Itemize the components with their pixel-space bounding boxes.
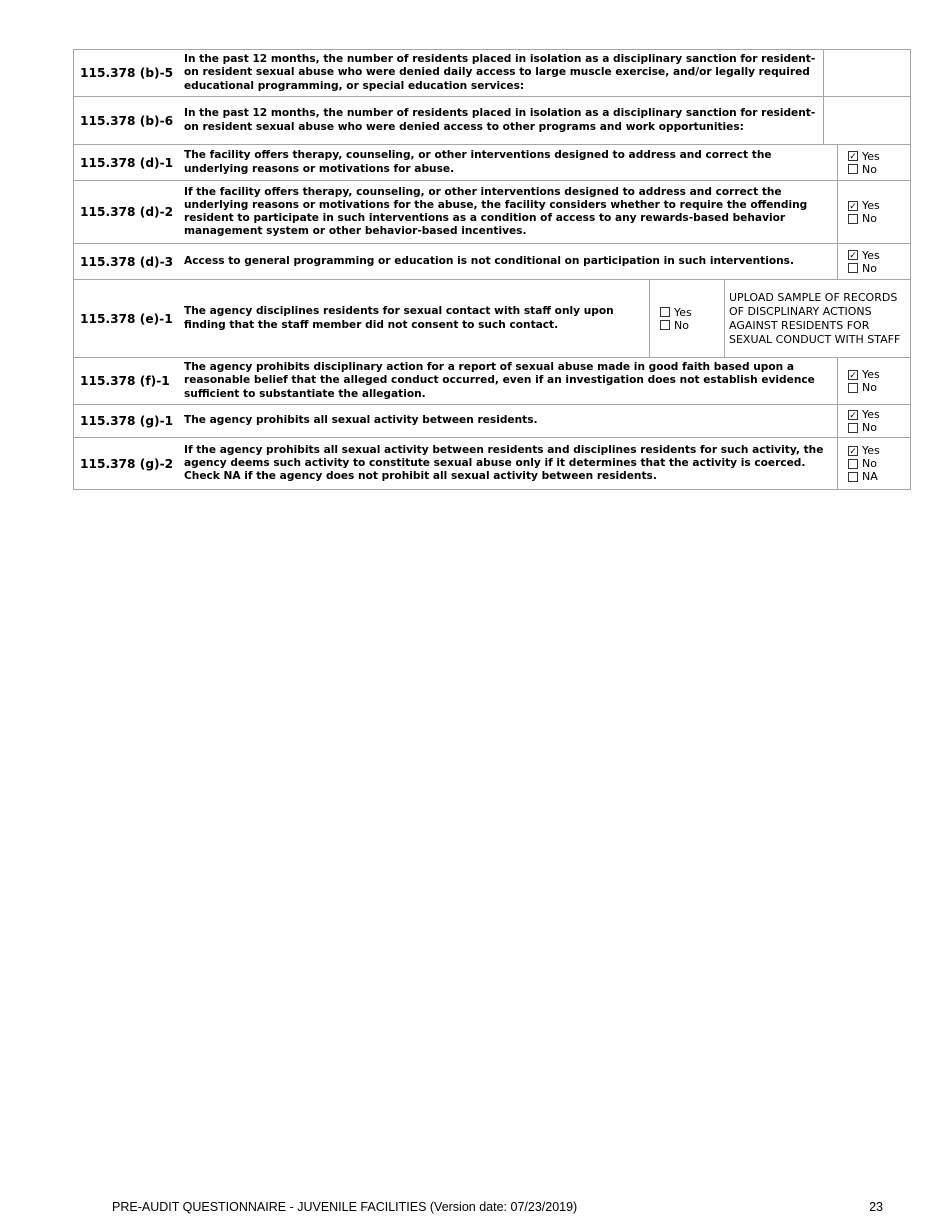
- upload-instruction: UPLOAD SAMPLE OF RECORDS OF DISCPLINARY ACTIONS AGAINST RESIDENTS FOR SEXUAL CONDUCT WITH STAFF: [724, 280, 910, 357]
- question-code: 115.378 (d)-1: [80, 155, 174, 170]
- question-code: 115.378 (e)-1: [80, 311, 173, 326]
- option-label: Yes: [862, 199, 880, 212]
- checkbox-icon[interactable]: [848, 423, 858, 433]
- option-label: Yes: [862, 248, 880, 262]
- option-label: No: [862, 381, 877, 394]
- answer-options: [838, 405, 910, 437]
- table-row: [73, 97, 911, 145]
- question-text: In the past 12 months, the number of residents placed in isolation as a disciplinary sanction for resident-on resident sexual abuse who were denied daily access to large muscle exercise, and/or legally required educational programming, or special education services:: [178, 50, 824, 96]
- checkbox-icon[interactable]: ✓: [849, 410, 857, 421]
- answer-options: [838, 438, 910, 489]
- checkbox-icon[interactable]: [660, 307, 670, 317]
- option-label: Yes: [674, 305, 692, 319]
- question-text: In the past 12 months, the number of residents placed in isolation as a disciplinary sanction for resident-on resident sexual abuse who were denied access to other programs and work opportunities:: [178, 97, 824, 144]
- checkbox-icon[interactable]: ✓: [849, 152, 857, 162]
- option-label: No: [674, 318, 689, 332]
- table-row: [73, 438, 911, 490]
- option-no[interactable]: [660, 319, 724, 332]
- checkbox-icon[interactable]: [848, 214, 858, 224]
- question-code: 115.378 (d)-2: [80, 205, 174, 219]
- option-na[interactable]: [848, 470, 910, 483]
- question-code: 115.378 (d)-3: [80, 254, 174, 269]
- option-yes[interactable]: [848, 199, 910, 212]
- option-label: No: [862, 421, 877, 434]
- questionnaire-table: [73, 49, 911, 490]
- question-code: 115.378 (g)-2: [80, 456, 174, 471]
- question-text: If the agency prohibits all sexual activity between residents and disciplines residents for such activity, the agency deems such activity to constitute sexual abuse only if it determines that the activity is coerced. Check NA if the agency does not prohibit all sexual activity between residents.: [178, 438, 838, 489]
- option-no[interactable]: [848, 421, 910, 434]
- question-code: 115.378 (b)-6: [80, 113, 174, 128]
- option-label: No: [862, 261, 877, 275]
- option-yes[interactable]: [848, 408, 910, 421]
- option-label: No: [862, 162, 877, 176]
- answer-options: [838, 181, 910, 243]
- question-code: 115.378 (f)-1: [80, 374, 170, 388]
- question-text: The facility offers therapy, counseling, or other interventions designed to address and correct the underlying reasons or motivations for abuse.: [178, 145, 838, 180]
- option-yes[interactable]: [848, 444, 910, 457]
- option-yes[interactable]: [848, 249, 910, 262]
- table-row: [73, 405, 911, 438]
- option-yes[interactable]: [848, 150, 910, 163]
- option-label: NA: [862, 470, 878, 483]
- option-no[interactable]: [848, 457, 910, 470]
- answer-options: [838, 244, 910, 279]
- page-number: 23: [869, 1200, 883, 1214]
- answer-options: [650, 280, 724, 357]
- answer-options: [838, 358, 910, 404]
- checkbox-icon[interactable]: [848, 472, 858, 482]
- option-label: Yes: [862, 444, 880, 457]
- table-row: [73, 358, 911, 405]
- option-label: Yes: [862, 368, 880, 381]
- checkbox-icon[interactable]: [848, 263, 858, 273]
- option-label: No: [862, 212, 877, 225]
- question-text: The agency prohibits all sexual activity between residents.: [178, 405, 838, 437]
- checkbox-icon[interactable]: [660, 320, 670, 330]
- checkbox-icon[interactable]: ✓: [849, 446, 857, 457]
- option-label: No: [862, 457, 877, 470]
- question-code: 115.378 (b)-5: [80, 66, 174, 80]
- answer-field[interactable]: [824, 97, 910, 144]
- option-no[interactable]: [848, 163, 910, 176]
- option-yes[interactable]: [660, 306, 724, 319]
- checkbox-icon[interactable]: [848, 383, 858, 393]
- question-text: The agency prohibits disciplinary action for a report of sexual abuse made in good faith based upon a reasonable belief that the alleged conduct occurred, even if an investigation does not establish evidence sufficient to substantiate the allegation.: [178, 358, 838, 404]
- answer-field[interactable]: [824, 50, 910, 96]
- question-text: Access to general programming or education is not conditional on participation in such interventions.: [178, 244, 838, 279]
- option-label: Yes: [862, 408, 880, 421]
- checkbox-icon[interactable]: ✓: [849, 370, 857, 381]
- table-row: [73, 244, 911, 280]
- checkbox-icon[interactable]: [848, 164, 858, 174]
- question-code: 115.378 (g)-1: [80, 414, 174, 428]
- option-no[interactable]: [848, 262, 910, 275]
- table-row: [73, 181, 911, 244]
- footer-title: PRE-AUDIT QUESTIONNAIRE - JUVENILE FACILITIES (Version date: 07/23/2019): [112, 1200, 578, 1214]
- checkbox-icon[interactable]: [848, 459, 858, 469]
- page-footer: [112, 1200, 883, 1214]
- answer-options: [838, 145, 910, 180]
- checkbox-icon[interactable]: ✓: [849, 251, 857, 261]
- table-row: [73, 145, 911, 181]
- option-label: Yes: [862, 149, 880, 163]
- option-no[interactable]: [848, 381, 910, 394]
- option-yes[interactable]: [848, 368, 910, 381]
- question-text: If the facility offers therapy, counseling, or other interventions designed to address and correct the underlying reasons or motivations for the abuse, the facility considers whether to require the offending resident to participate in such interventions as a condition of access to any rewards-based behavior management system or other behavior-based incentives.: [178, 181, 838, 243]
- option-no[interactable]: [848, 212, 910, 225]
- table-row: [73, 50, 911, 97]
- checkbox-icon[interactable]: ✓: [849, 201, 857, 212]
- table-row: [73, 280, 911, 358]
- question-text: The agency disciplines residents for sexual contact with staff only upon finding that the staff member did not consent to such contact.: [178, 280, 650, 357]
